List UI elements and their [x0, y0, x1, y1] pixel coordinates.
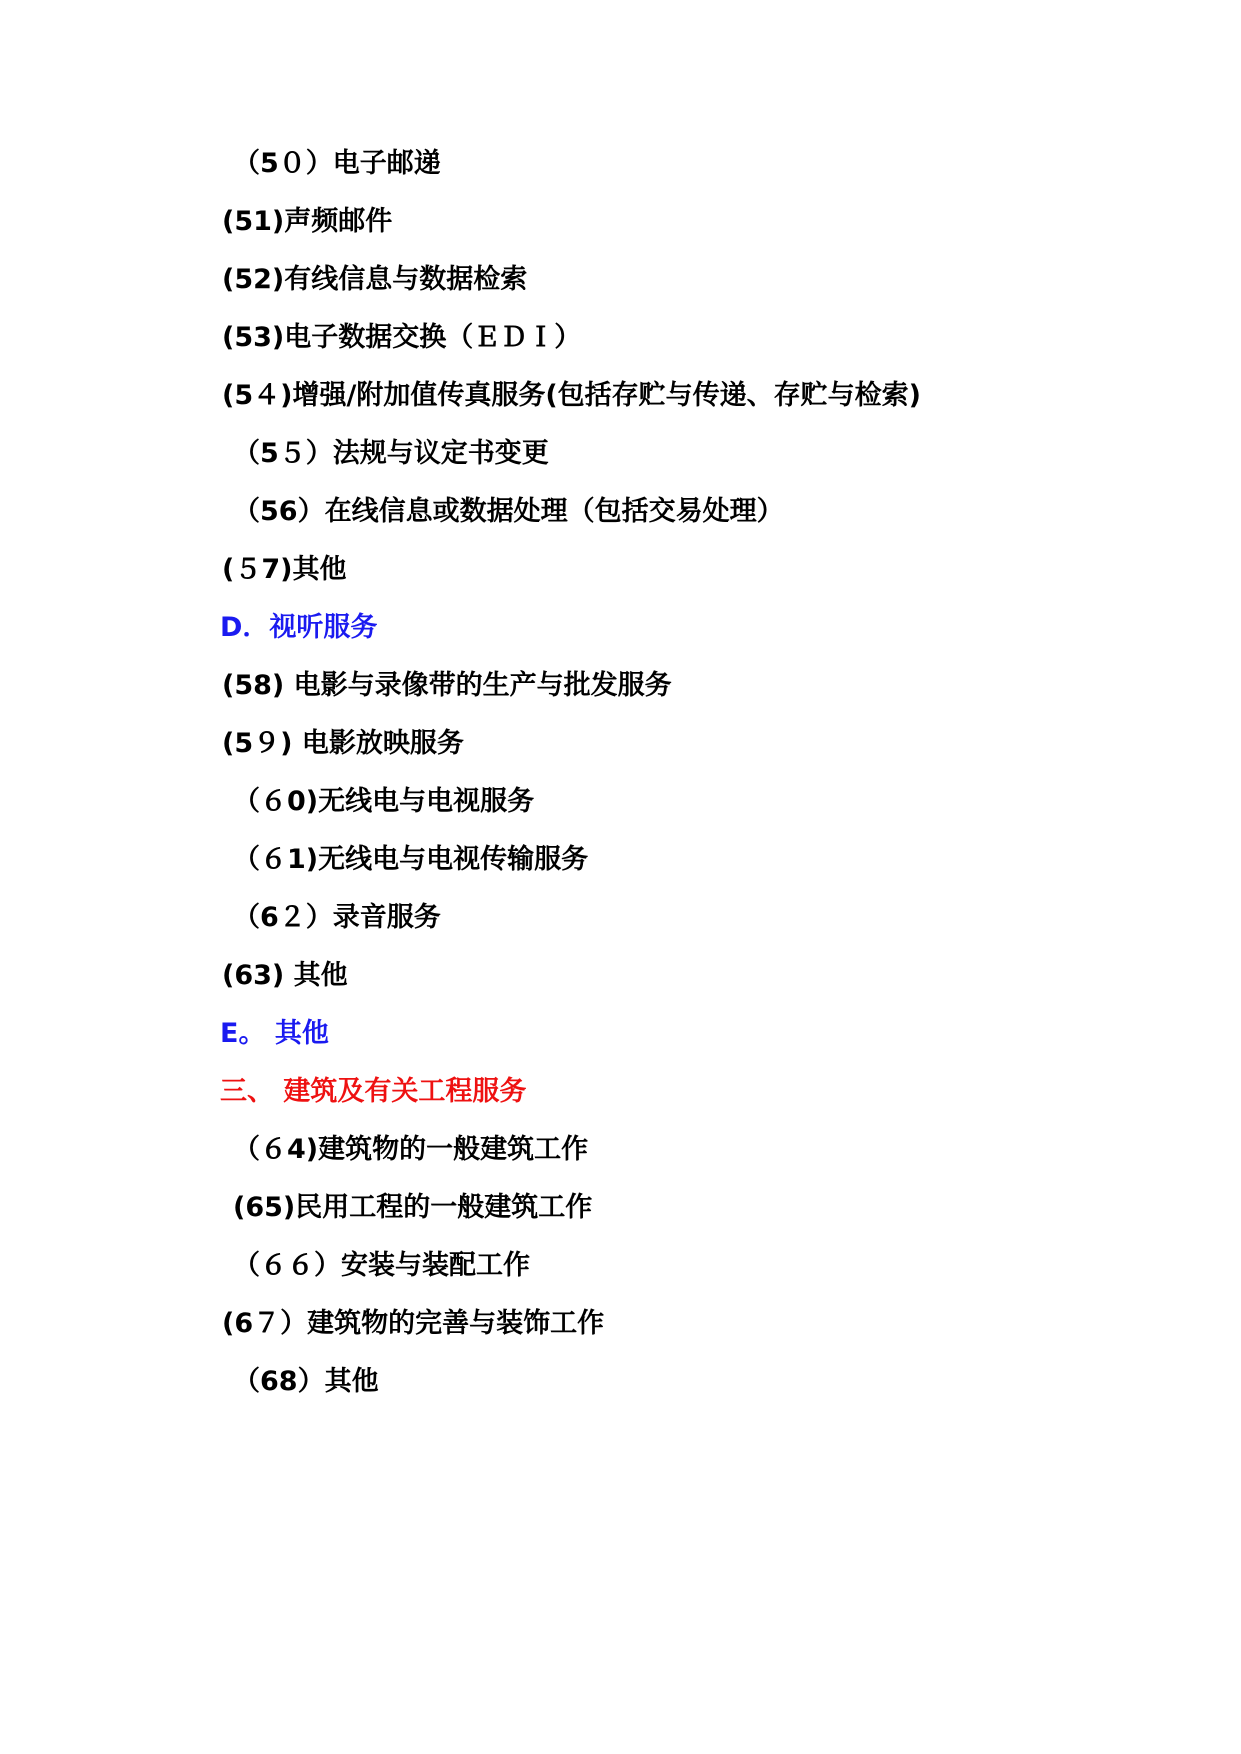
item-68-other: （68）其他	[233, 1366, 379, 1397]
section-d-audiovisual: D．视听服务	[220, 612, 378, 643]
item-67-building-completion: (6７）建筑物的完善与装饰工作	[222, 1308, 605, 1339]
item-59-film-projection: (5９) 电影放映服务	[222, 728, 464, 759]
section-e-other: E。 其他	[220, 1018, 329, 1049]
item-57-other: (５7)其他	[222, 554, 347, 585]
item-61-radio-tv-transmission: （６1)无线电与电视传输服务	[233, 844, 589, 875]
item-62-sound-recording: （6２）录音服务	[233, 902, 441, 933]
section-3-construction: 三、 建筑及有关工程服务	[220, 1076, 527, 1107]
item-50-electronic-mail: （5０）电子邮递	[233, 148, 441, 179]
item-51-voice-mail: (51)声频邮件	[222, 206, 393, 237]
item-63-other: (63) 其他	[222, 960, 348, 991]
item-54-enhanced-fax: (5４)增强/附加值传真服务(包括存贮与传递、存贮与检索)	[222, 380, 922, 411]
item-58-film-video-production: (58) 电影与录像带的生产与批发服务	[222, 670, 672, 701]
item-53-edi: (53)电子数据交换（ＥＤＩ）	[222, 322, 582, 353]
item-65-civil-engineering: (65)民用工程的一般建筑工作	[233, 1192, 593, 1223]
item-52-online-info-retrieval: (52)有线信息与数据检索	[222, 264, 528, 295]
item-56-online-data-processing: （56）在线信息或数据处理（包括交易处理）	[233, 496, 784, 527]
item-66-installation-assembly: （６６）安装与装配工作	[233, 1250, 530, 1281]
item-60-radio-tv: （６0)无线电与电视服务	[233, 786, 535, 817]
item-55-code-protocol-conversion: （5５）法规与议定书变更	[233, 438, 549, 469]
item-64-building-construction: （６4)建筑物的一般建筑工作	[233, 1134, 589, 1165]
